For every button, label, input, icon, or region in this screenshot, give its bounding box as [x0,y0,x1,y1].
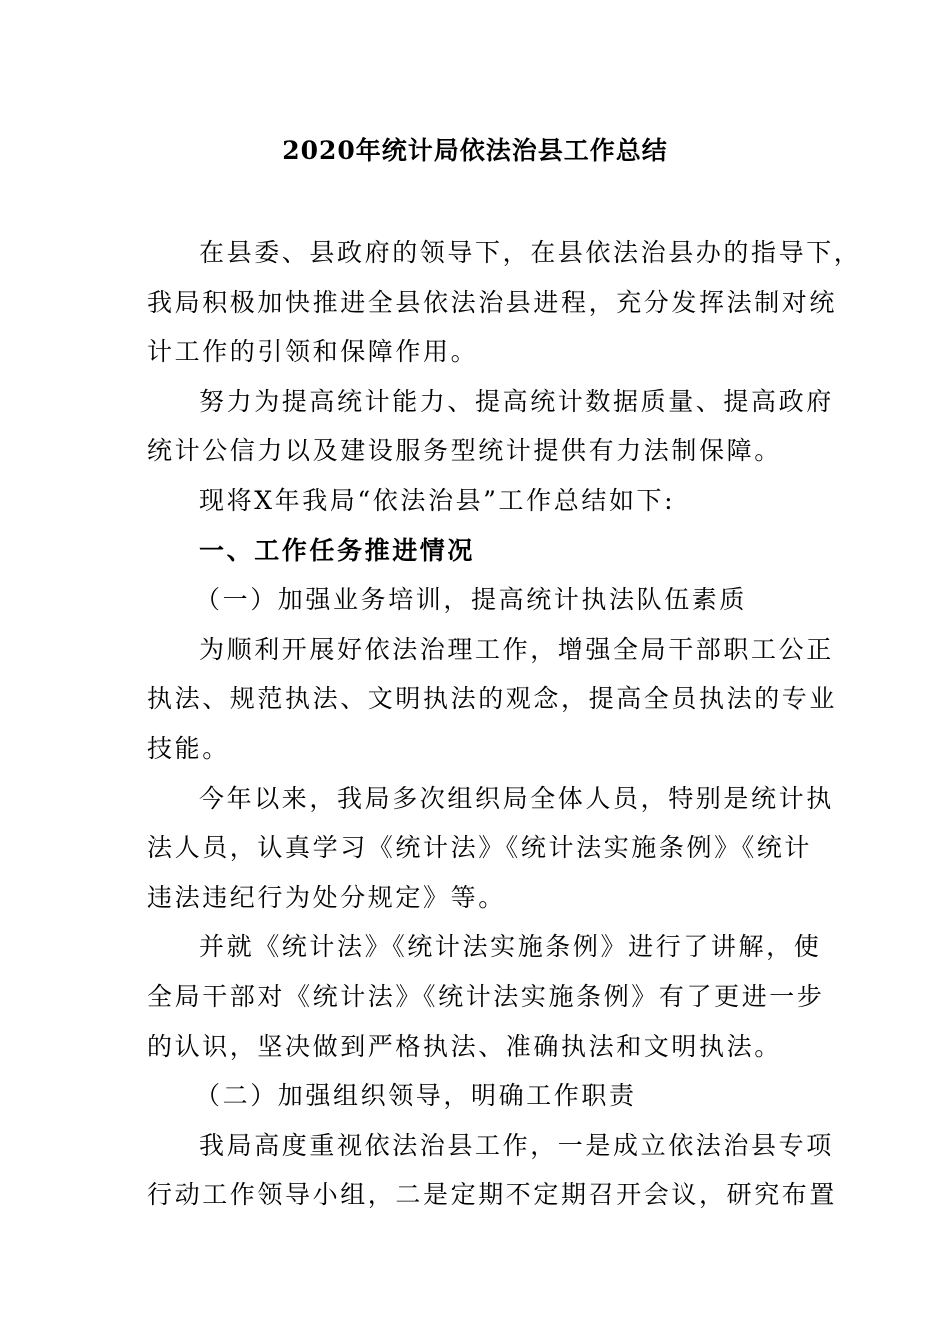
paragraph-summary-lead [147,476,817,526]
paragraph-line: 我局高度重视依法治县工作，一是成立依法治县专项 [199,1130,834,1160]
paragraph-line: 努力为提高统计能力、提高统计数据质量、提高政府 [199,386,834,416]
paragraph-training-purpose [147,625,838,774]
paragraph-line: 执法、规范执法、文明执法的观念，提高全员执法的专业 [147,684,838,714]
paragraph-line: 违法违纪行为处分规定》等。 [147,882,506,912]
document-title: 2020年统计局依法治县工作总结 [282,136,668,165]
paragraph-training-result [147,922,825,1071]
paragraph-line: 法人员，认真学习《统计法》《统计法实施条例》《统计 [147,833,813,863]
paragraph-line: 全局干部对《统计法》《统计法实施条例》有了更进一步 [147,981,825,1011]
paragraph-training-activity [147,774,834,923]
paragraph-line: 的认识，坚决做到严格执法、准确执法和文明执法。 [147,1031,782,1061]
paragraph-line: 并就《统计法》《统计法实施条例》进行了讲解，使 [199,932,822,962]
paragraph-line: 现将X年我局“依法治县”工作总结如下: [199,485,676,515]
paragraph-line: 统计公信力以及建设服务型统计提供有力法制保障。 [147,436,782,466]
paragraph-line: 在县委、县政府的领导下，在县依法治县办的指导下， [199,238,862,267]
paragraph-line: 今年以来，我局多次组织局全体人员，特别是统计执 [199,783,834,813]
paragraph-line: 我局积极加快推进全县依法治县进程，充分发挥法制对统 [147,287,838,317]
paragraph-line: 为顺利开展好依法治理工作，增强全局干部职工公正 [199,634,834,664]
subsection-heading-1: （一）加强业务培训，提高统计执法队伍素质 [195,585,748,615]
subsection-heading-2: （二）加强组织领导，明确工作职责 [195,1081,637,1111]
paragraph-line: 技能。 [147,733,230,763]
paragraph-line: 行动工作领导小组，二是定期不定期召开会议，研究布置 [147,1180,838,1210]
paragraph-leadership [147,1121,838,1220]
paragraph-line: 计工作的引领和保障作用。 [147,337,479,367]
paragraph-intro [147,228,862,377]
paragraph-goal [147,377,834,476]
section-heading-1: 一、工作任务推进情况 [199,535,476,565]
document-body [147,228,862,1220]
